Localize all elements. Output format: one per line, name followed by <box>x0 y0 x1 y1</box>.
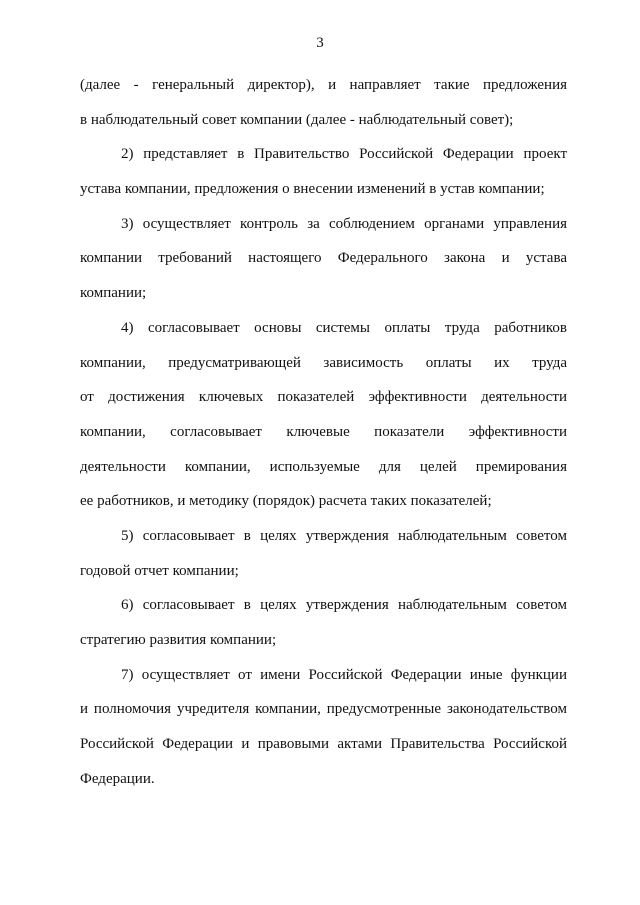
text-line: Российской Федерации и правовыми актами Правительства Российской <box>80 736 567 753</box>
text-line: и полномочия учредителя компании, предусмотренные законодательством <box>80 701 567 718</box>
text-line: стратегию развития компании; <box>80 632 277 648</box>
text-line: устава компании, предложения о внесении изменений в устав компании; <box>80 181 545 198</box>
text-line: компании; <box>80 285 147 302</box>
text-line: компании, предусматривающей зависимость оплаты их труда <box>80 354 567 371</box>
text-line: компании, согласовывает ключевые показатели эффективности <box>80 423 567 440</box>
text-line: 7) осуществляет от имени Российской Федерации иные функции <box>121 666 567 683</box>
page-number: 3 <box>316 35 324 51</box>
text-line: (далее - генеральный директор), и направляет такие предложения <box>80 77 567 93</box>
text-line: 5) согласовывает в целях утверждения наблюдательным советом <box>121 527 567 544</box>
text-line: в наблюдательный совет компании (далее - наблюдательный совет); <box>80 111 514 128</box>
text-line: 6) согласовывает в целях утверждения наблюдательным советом <box>121 597 567 614</box>
text-line: Федерации. <box>80 770 155 787</box>
text-line: годовой отчет компании; <box>80 562 239 579</box>
text-line: 3) осуществляет контроль за соблюдением органами управления <box>121 215 567 232</box>
text-line: деятельности компании, используемые для целей премирования <box>80 458 567 475</box>
text-line: компании требований настоящего Федерального закона и устава <box>80 250 567 267</box>
body-text <box>80 68 567 796</box>
text-line: от достижения ключевых показателей эффективности деятельности <box>80 389 567 406</box>
text-line: ее работников, и методику (порядок) расчета таких показателей; <box>80 493 492 510</box>
text-line: 4) согласовывает основы системы оплаты труда работников <box>121 319 567 336</box>
text-line: 2) представляет в Правительство Российской Федерации проект <box>121 146 567 163</box>
